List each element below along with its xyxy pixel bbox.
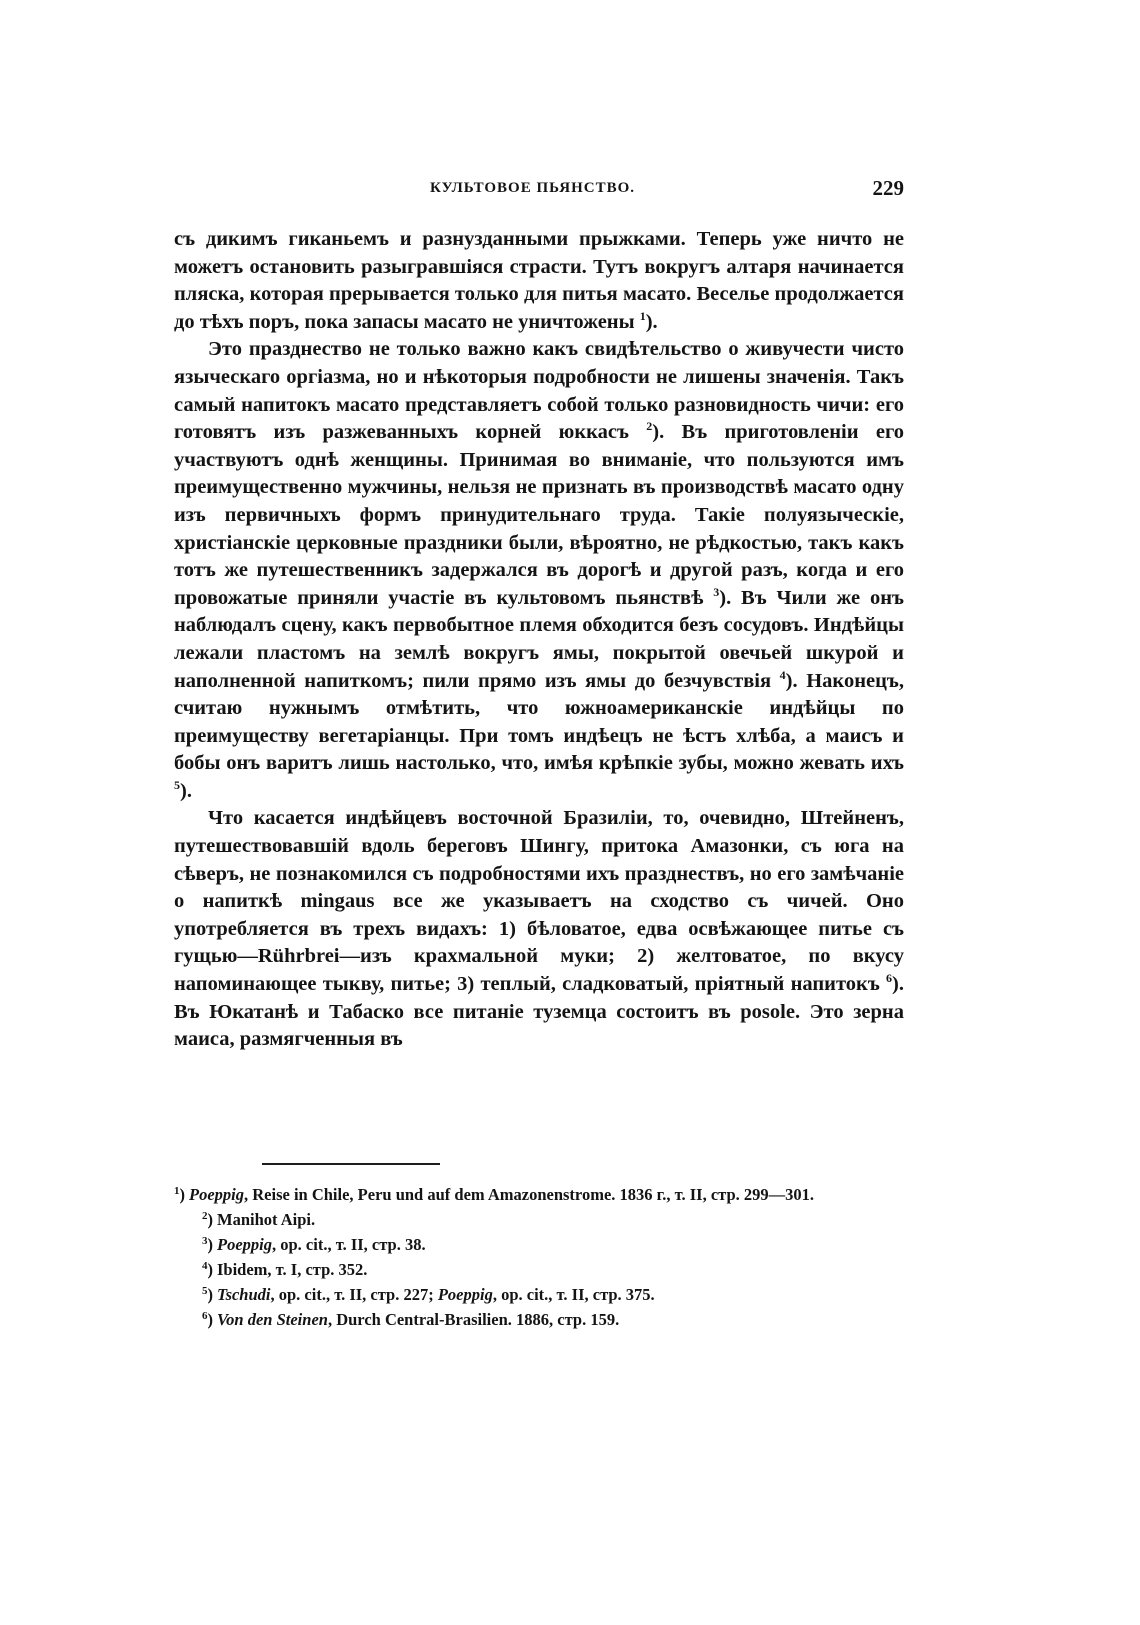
paragraph-2 [174, 336, 904, 805]
footnote-ref: 1 [639, 308, 646, 323]
paragraph-text: Это празднество не только важно какъ свидѣтельство о живучести чисто языческаго оргіазма, но и нѣкоторыя подробности не лишены значенія. Такъ самый напитокъ масато представляетъ собой только разновидность чичи: его готовятъ изъ разжеванныхъ корней юккасъ [174, 338, 904, 444]
footnote-text: , op. cit., т. II, стр. 227; [270, 1285, 438, 1304]
footnote-text: , op. cit., т. II, стр. 375. [492, 1285, 655, 1304]
footnote-text: Ibidem, т. I, стр. 352. [217, 1260, 368, 1279]
paragraph-text: ). [180, 779, 192, 802]
paragraph-3 [174, 805, 904, 1053]
footnote-author: Poeppig [189, 1185, 244, 1204]
footnote-text: , op. cit., т. II, стр. 38. [272, 1235, 426, 1254]
footnote-6: 6) Von den Steinen, Durch Central-Brasilien. 1886, стр. 159. [202, 1309, 620, 1329]
paragraph-text: ). Въ приготовленіи его участвуютъ однѣ женщины. Принимая во вниманіе, что пользуются имъ преимущественно мужчины, нельзя не признать въ производствѣ масато одну изъ первичныхъ формъ принудительнаго труда. Такіе полуязыческіе, христіанскіе церковные праздники были, вѣроятно, не рѣдкостью, такъ какъ тотъ же путешественникъ задержался въ дорогѣ и другой разъ, когда и его провожатые приняли участіе въ культовомъ пьянствѣ [174, 421, 904, 609]
footnote-author: Poeppig [437, 1285, 493, 1304]
page-number: 229 [872, 176, 904, 200]
footnote-paren: ) [207, 1285, 213, 1304]
paragraph-text: ). Въ Юкатанѣ и Табаско все питаніе туземца состоитъ въ posole. Это зерна маиса, размягченныя въ [174, 973, 904, 1051]
paragraph-1 [174, 226, 904, 336]
running-head [174, 176, 904, 206]
footnote-paren: ) [207, 1235, 213, 1254]
footnote-text: , Reise in Chile, Peru und auf dem Amazonenstrome. 1836 г., т. II, стр. 299—301. [244, 1185, 815, 1204]
footnote-5: 5) Tschudi, op. cit., т. II, стр. 227; Poeppig, op. cit., т. II, стр. 375. [202, 1284, 655, 1304]
footnote-ref: 4 [779, 667, 786, 682]
footnote-ref: 5 [174, 778, 180, 793]
footnote-text: Manihot Aipi. [217, 1210, 316, 1229]
footnote-4: 4) Ibidem, т. I, стр. 352. [202, 1259, 368, 1279]
footnote-1: 1) Poeppig, Reise in Chile, Peru und auf dem Amazonenstrome. 1836 г., т. II, стр. 299—301. [174, 1184, 815, 1204]
paragraph-text: ). [645, 310, 658, 333]
footnote-ref: 6 [886, 971, 893, 986]
footnote-author: Tschudi [217, 1285, 271, 1304]
footnote-ref: 3 [713, 584, 720, 599]
footnote-text: , Durch Central-Brasilien. 1886, стр. 159. [327, 1310, 620, 1329]
footnote-ref: 2 [646, 419, 653, 434]
footnotes [174, 1182, 904, 1332]
footnote-paren: ) [207, 1210, 213, 1229]
footnote-author: Poeppig [217, 1235, 272, 1254]
footnote-separator [262, 1163, 440, 1165]
paragraph-text: Что касается индѣйцевъ восточной Бразиліи, то, очевидно, Штейненъ, путешествовавшій вдоль береговъ Шингу, притока Амазонки, съ юга на сѣверъ, не познакомился съ подробностями ихъ празднествъ, но его замѣчаніе о напиткѣ mingaus все же указываетъ на сходство съ чичей. Оно употребляется въ трехъ видахъ: 1) бѣловатое, едва освѣжающее питье съ гущью—Rührbrei—изъ крахмальной муки; 2) желтоватое, по вкусу напоминающее тыкву, питье; 3) теплый, сладковатый, пріятный напитокъ [174, 807, 904, 996]
paragraph-text: съ дикимъ гиканьемъ и разнузданными прыжками. Теперь уже ничто не можетъ остановить разыгравшіяся страсти. Тутъ вокругъ алтаря начинается пляска, которая прерывается только для питья масато. Веселье продолжается до тѣхъ поръ, пока запасы масато не уничтожены [174, 228, 904, 333]
footnote-paren: ) [179, 1185, 185, 1204]
paragraph-text: ). Наконецъ, считаю нужнымъ отмѣтить, что южноамериканскіе индѣйцы по преимуществу вегетаріанцы. При томъ индѣецъ не ѣстъ хлѣба, а маисъ и бобы онъ варитъ лишь настолько, что, имѣя крѣпкіе зубы, можно жевать ихъ [174, 669, 904, 775]
footnote-paren: ) [207, 1310, 213, 1329]
footnote-3: 3) Poeppig, op. cit., т. II, стр. 38. [202, 1234, 426, 1254]
running-title: КУЛЬТОВОЕ ПЬЯНСТВО. [430, 180, 636, 196]
main-text [174, 226, 904, 1054]
footnote-2: 2) Manihot Aipi. [202, 1209, 316, 1229]
footnote-author: Von den Steinen [217, 1310, 328, 1329]
footnote-paren: ) [207, 1260, 213, 1279]
paragraph-text: ). Въ Чили же онъ наблюдалъ сцену, какъ первобытное племя обходится безъ сосудовъ. Индѣйцы лежали пластомъ на землѣ вокругъ ямы, покрытой овечьей шкурой и наполненной напиткомъ; пили прямо изъ ямы до безчувствія [174, 586, 904, 692]
